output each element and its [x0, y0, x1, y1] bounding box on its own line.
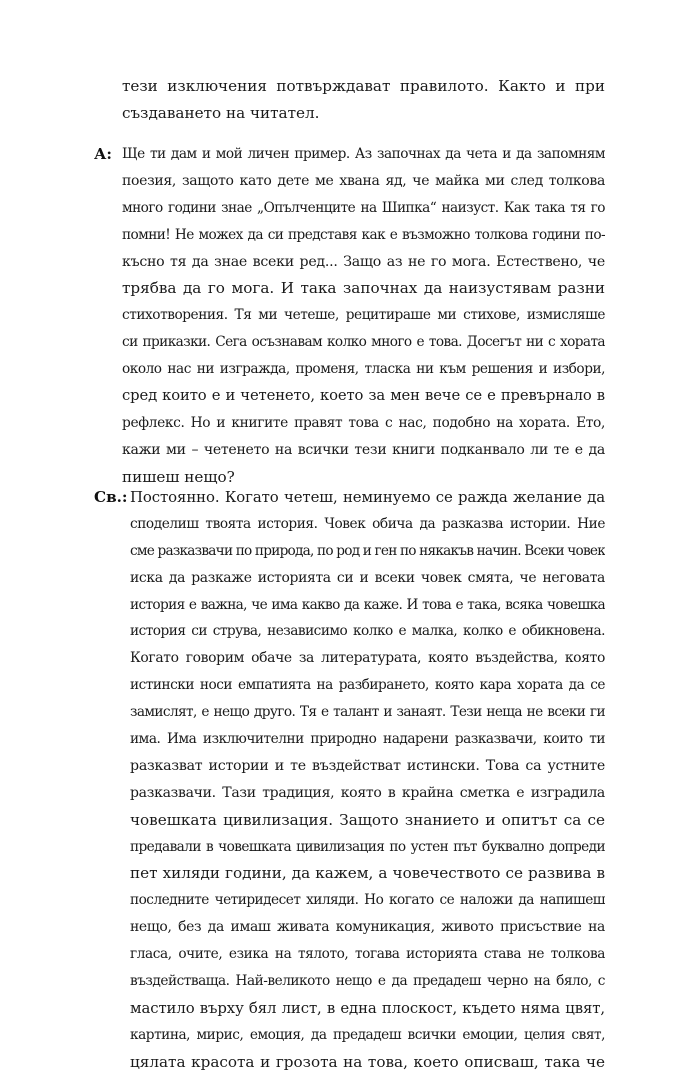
text-line: трябва да го мога. И така започнах да наизустявам разни	[122, 279, 605, 298]
text-line: разказват истории и те въздействат истински. Това са устните	[130, 757, 605, 774]
continuation-paragraph	[94, 73, 605, 127]
text-line: история си струва, независимо колко е малка, колко е обикновена.	[130, 623, 605, 640]
dialogue-paragraph-a	[94, 141, 605, 491]
text-line: около нас ни изгражда, променя, тласка ни към решения и избори,	[122, 361, 605, 378]
text-line: иска да разкаже историята си и всеки човек смята, че неговата	[130, 569, 605, 586]
text-line: разказвачи. Тази традиция, която в крайна сметка е изградила	[130, 784, 605, 801]
text-line: сред които е и четенето, което за мен вече се е превърнало в	[122, 387, 605, 405]
text-line: сме разказвачи по природа, по род и ген по някакъв начин. Всеки човек	[130, 542, 605, 559]
text-line: гласа, очите, езика на тялото, тогава историята става не толкова	[130, 946, 605, 963]
speaker-label: Св.:	[94, 488, 128, 506]
text-line: Когато говорим обаче за литературата, която въздейства, която	[130, 650, 605, 667]
text-line: човешката цивилизация. Защото знанието и опитът са се	[130, 810, 605, 829]
text-line: картина, мирис, емоция, да предадеш всички емоции, целия свят,	[130, 1026, 605, 1043]
speaker-label: А:	[94, 145, 112, 163]
text-line: мастило върху бял лист, в една плоскост, където няма цвят,	[130, 998, 605, 1017]
text-line: замислят, е нещо друго. Тя е талант и занаят. Тези неща не всеки ги	[130, 704, 605, 721]
text-line: Постоянно. Когато четеш, неминуемо се ражда желание да	[130, 488, 605, 506]
text-line: си приказки. Сега осъзнавам колко много е това. Досегът ни с хората	[122, 334, 605, 351]
text-line: пишеш нещо?	[122, 467, 235, 486]
text-line: история е важна, че има какво да каже. И това е така, всяка човешка	[130, 596, 605, 613]
text-line: рефлекс. Но и книгите правят това с нас, подобно на хората. Ето,	[122, 414, 605, 431]
text-line: помни! Не можех да си представя как е възможно толкова години по-	[122, 226, 605, 243]
text-line: кажи ми – четенето на всички тези книги подканвало ли те е да	[122, 441, 605, 458]
text-line: късно тя да знае всеки ред... Защо аз не го мога. Естествено, че	[122, 253, 605, 270]
text-line: цялата красота и грозота на това, което описваш, така че	[130, 1052, 605, 1071]
text-line: има. Има изключителни природно надарени разказвачи, които ти	[130, 731, 605, 748]
text-line: Ще ти дам и мой личен пример. Аз започнах да чета и да запомням	[122, 146, 605, 162]
dialogue-paragraph-sv	[94, 484, 605, 1076]
text-line: предавали в човешката цивилизация по устен път буквално допреди	[130, 838, 605, 855]
text-line: създаването на читател.	[122, 103, 320, 122]
text-line: истински носи емпатията на разбирането, която кара хората да се	[130, 677, 605, 694]
text-line: пет хиляди години, да кажем, а човечеството се развива в	[130, 864, 605, 883]
text-line: последните четиридесет хиляди. Но когато се наложи да напишеш	[130, 892, 605, 909]
text-line: много години знае „Опълченците на Шипка“ наизуст. Как така тя го	[122, 199, 605, 216]
text-line: тези изключения потвърждават правилото. Както и при	[122, 77, 605, 95]
text-line: нещо, без да имаш живата комуникация, живото присъствие на	[130, 919, 605, 936]
text-line: стихотворения. Тя ми четеше, рецитираше ми стихове, измисляше	[122, 307, 605, 324]
text-line: поезия, защото като дете ме хвана яд, че майка ми след толкова	[122, 172, 605, 189]
text-line: споделиш твоята история. Човек обича да разказва истории. Ние	[130, 515, 605, 532]
text-line: въздействаща. Най-великото нещо е да предадеш черно на бяло, с	[130, 973, 605, 990]
